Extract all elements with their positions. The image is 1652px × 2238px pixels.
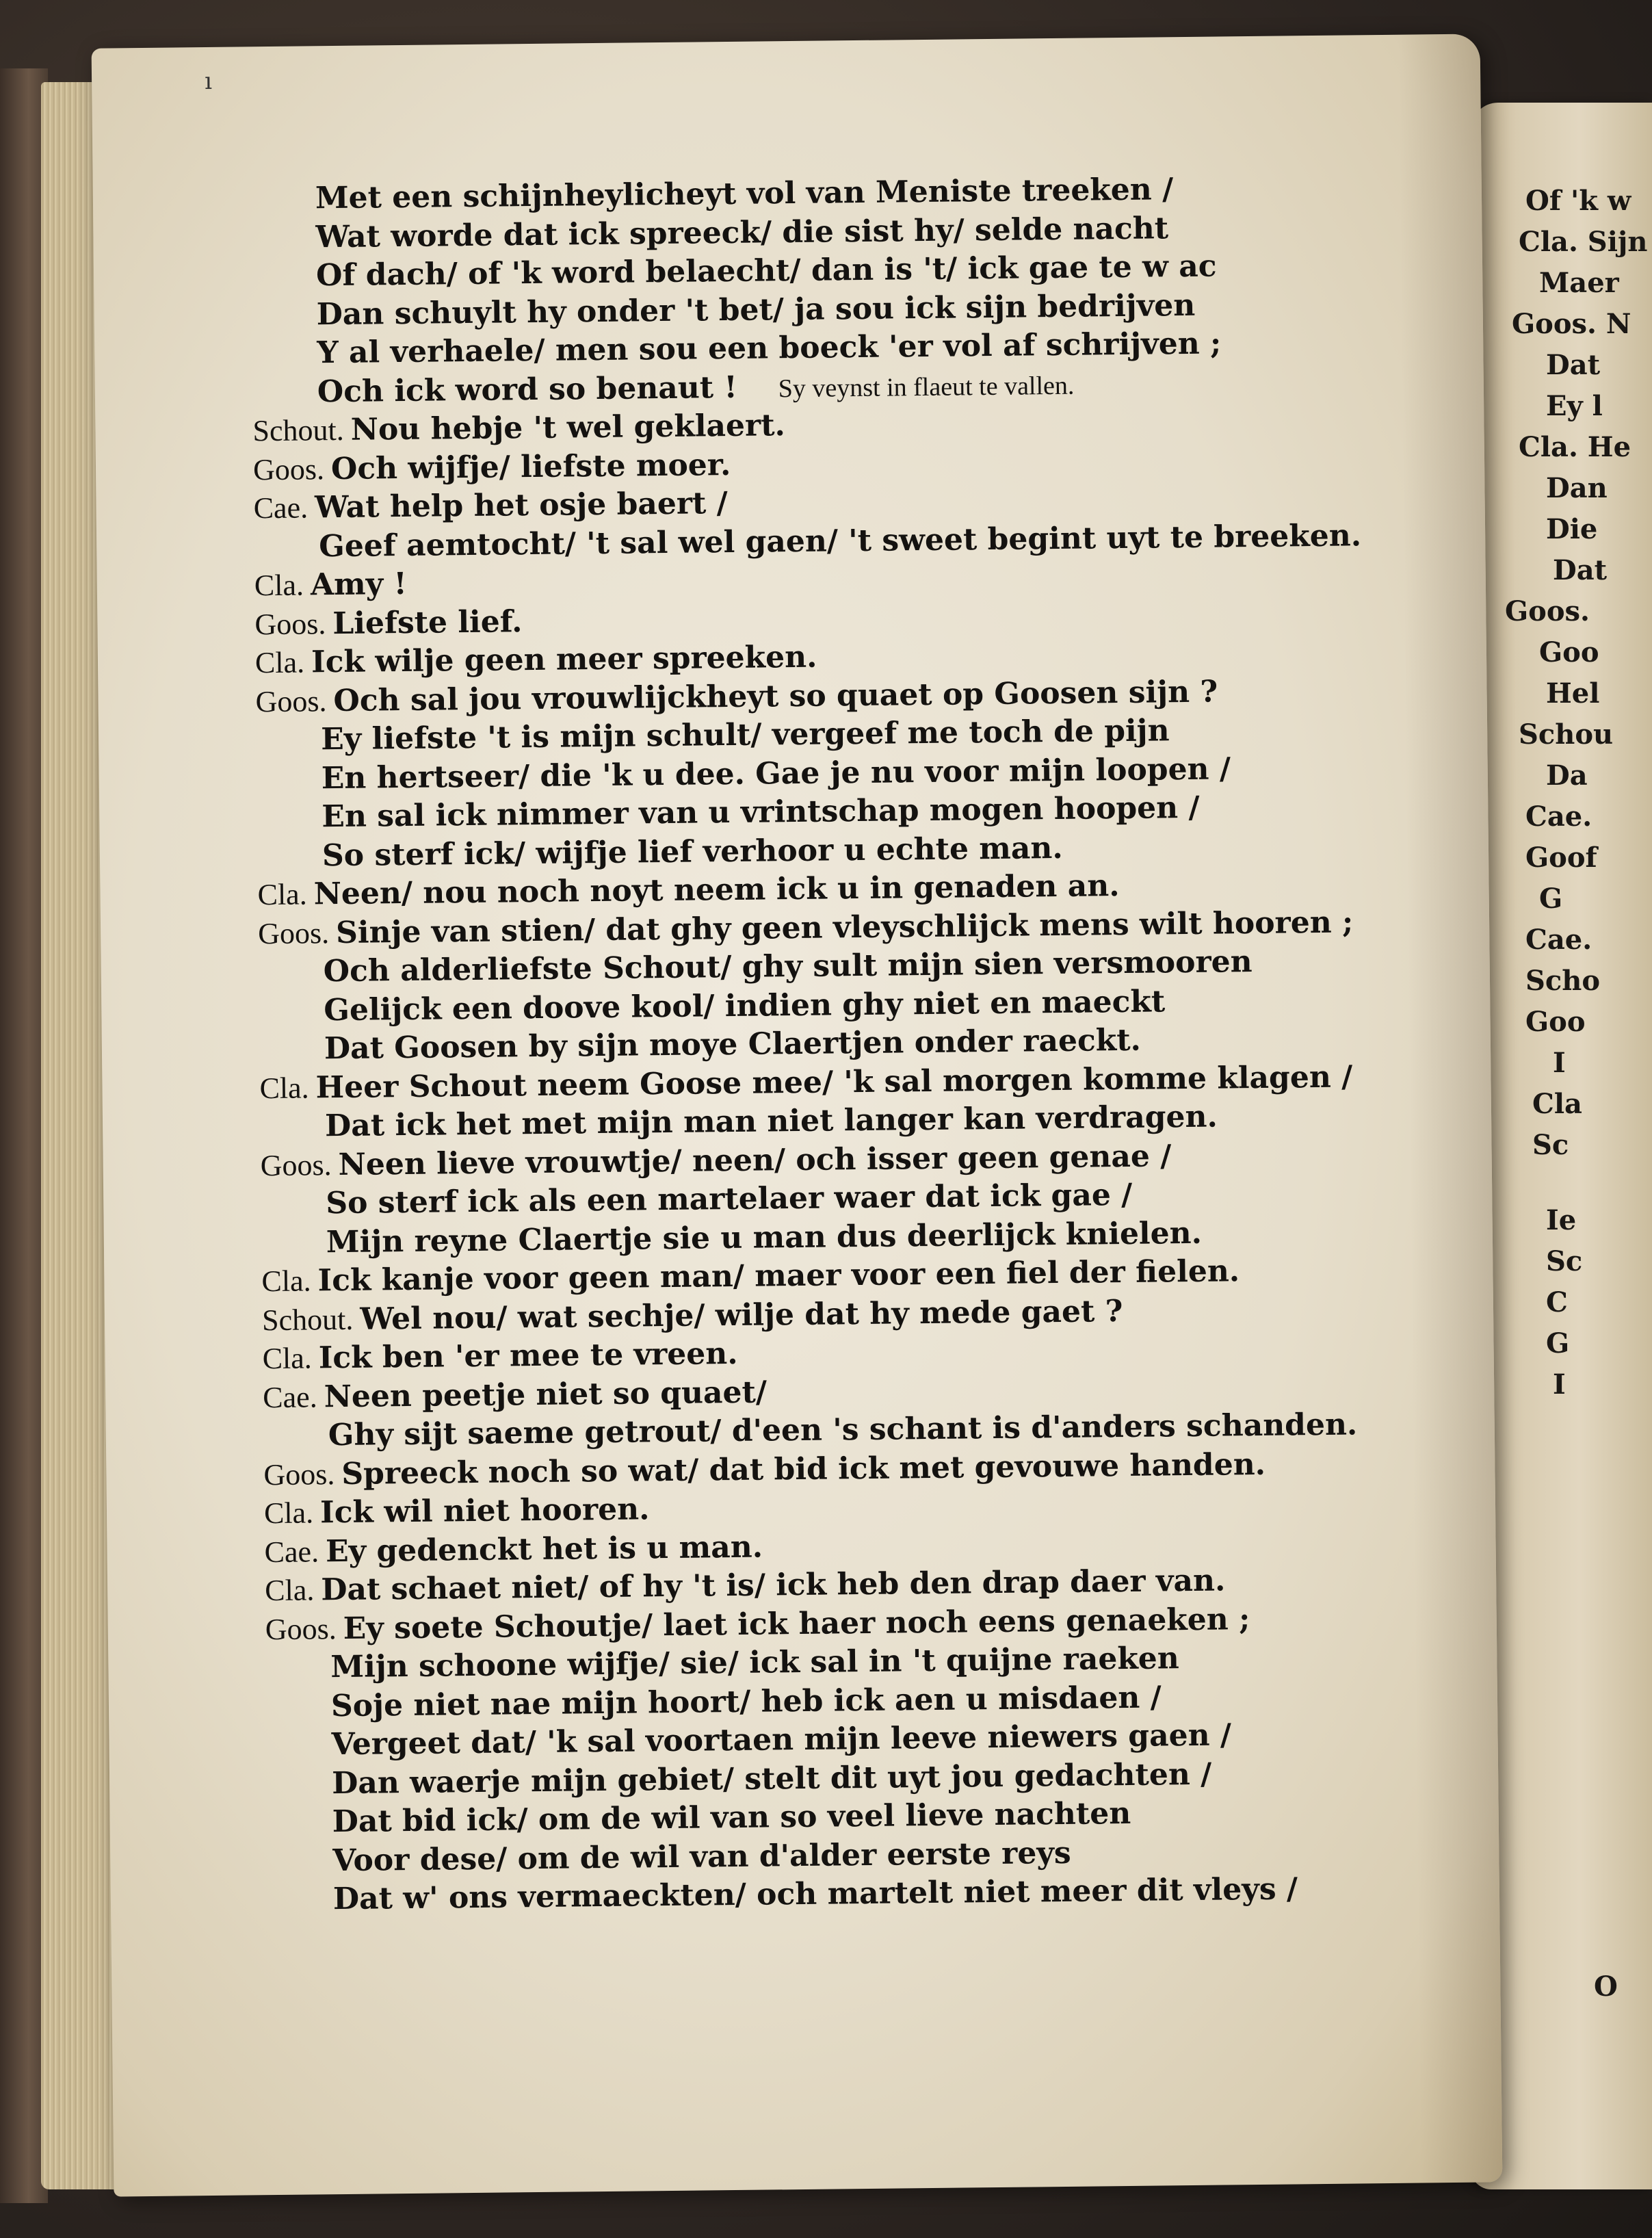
verse-text: Heer Schout neem Goose mee/ 'k sal morgen komme klagen / — [315, 1058, 1353, 1105]
stage-direction: Sy veynst in flaeut te vallen. — [778, 371, 1075, 403]
verse-text: So sterf ick als een martelaer waer dat ick gae / — [326, 1177, 1133, 1221]
verse-text: Nou hebje 't wel geklaert. — [350, 408, 786, 447]
speaker-name: Cla. — [261, 1264, 311, 1299]
speaker-name: Goos. — [254, 606, 326, 641]
facing-page-fragment: Goo — [1539, 636, 1599, 668]
verse-text: Dat ick het met mijn man niet langer kan verdragen. — [324, 1099, 1218, 1144]
speaker-name: Goos. — [255, 684, 327, 718]
speaker-name: Cae. — [263, 1379, 317, 1414]
book-page — [92, 34, 1503, 2196]
facing-page-fragment: I — [1553, 1047, 1566, 1079]
verse-text: Ey liefste 't is mijn schult/ vergeef me toch de pijn — [320, 713, 1170, 757]
speaker-name: Cla. — [264, 1573, 315, 1608]
verse-text: Dat Goosen by sijn moye Claertjen onder raeckt. — [324, 1022, 1142, 1067]
speaker-name: Cla. — [259, 1070, 309, 1105]
speaker-name: Goos. — [260, 1147, 332, 1182]
verse-text: Ick wil niet hooren. — [319, 1492, 650, 1531]
facing-page-fragment: Scho — [1525, 965, 1601, 997]
facing-page-fragment: G — [1539, 883, 1563, 915]
verse-text: Neen lieve vrouwtje/ neen/ och isser geen genae / — [338, 1138, 1172, 1182]
facing-page-fragment: Sc — [1532, 1129, 1569, 1161]
verse-text: Mijn schoone wijfje/ sie/ ick sal in 't quijne raeken — [330, 1641, 1180, 1685]
verse-text: Dat bid ick/ om de wil van so veel lieve nachten — [332, 1795, 1131, 1840]
facing-page-fragment: Maer — [1539, 267, 1619, 299]
verse-text: Vergeet dat/ 'k sal voortaen mijn leeve niewers gaen / — [331, 1717, 1232, 1762]
page-corner-mark: ı — [204, 67, 213, 95]
verse-text: Voor dese/ om de wil van d'alder eerste reys — [332, 1835, 1071, 1878]
verse-text: Ick kanje voor geen man/ maer voor een fiel der fielen. — [317, 1253, 1240, 1299]
verse-text: Dan waerje mijn gebiet/ stelt dit uyt jou gedachten / — [331, 1756, 1212, 1801]
speaker-name: Cae. — [264, 1534, 319, 1569]
verse-text: Wel nou/ wat sechje/ wilje dat hy mede gaet ? — [360, 1293, 1123, 1337]
verse-text: Ey gedenckt het is u man. — [325, 1529, 763, 1569]
verse-text: En hertseer/ die 'k u dee. Gae je nu voor mijn loopen / — [321, 751, 1231, 796]
verse-text: Ghy sijt saeme getrout/ d'een 's schant is d'anders schanden. — [328, 1407, 1358, 1453]
verse-text: Amy ! — [310, 566, 408, 603]
facing-page-fragment: Sc — [1546, 1245, 1583, 1277]
speaker-name: Cla. — [254, 645, 305, 680]
facing-page-fragment: Cla — [1532, 1088, 1582, 1120]
speaker-name: Cla. — [263, 1496, 314, 1531]
verse-text: Dat schaet niet/ of hy 't is/ ick heb den drap daer van. — [321, 1563, 1226, 1608]
verse-text: Soje niet nae mijn hoort/ heb ick aen u misdaen / — [330, 1679, 1162, 1723]
speaker-name: Goos. — [257, 915, 330, 950]
facing-page-fragment: Schou — [1519, 718, 1614, 751]
facing-page-fragment: Cae. — [1525, 801, 1592, 833]
speaker-name: Schout. — [252, 413, 344, 448]
speaker-name: Schout. — [261, 1302, 354, 1337]
facing-page-fragment: I — [1553, 1368, 1566, 1401]
verse-text: Ick wilje geen meer spreeken. — [311, 639, 817, 680]
verse-text: En sal ick nimmer van u vrintschap mogen hoopen / — [322, 790, 1200, 835]
speaker-name: Goos. — [263, 1457, 335, 1492]
facing-page-fragment: Dan — [1546, 472, 1608, 504]
facing-page-fragment: Ie — [1546, 1204, 1577, 1236]
facing-page-fragment: Of 'k w — [1525, 185, 1631, 217]
speaker-name: Cae. — [253, 491, 309, 525]
facing-page-fragment: Cae. — [1525, 924, 1592, 956]
speaker-name: Cla. — [262, 1341, 313, 1376]
facing-page-fragment: Cla. Sijn — [1519, 226, 1648, 258]
verse-text: Ick ben 'er mee te vreen. — [318, 1336, 738, 1376]
verse-text: Ey soete Schoutje/ laet ick haer noch eens genaeken ; — [343, 1601, 1250, 1646]
verse-text: Neen peetje niet so quaet/ — [324, 1374, 768, 1414]
verse-text: Och alderliefste Schout/ ghy sult mijn sien versmooren — [323, 944, 1253, 989]
facing-page-fragment: Da — [1546, 759, 1588, 792]
facing-page-fragment: C — [1546, 1286, 1568, 1318]
verse-text: Geef aemtocht/ 't sal wel gaen/ 't sweet begint uyt te breeken. — [318, 517, 1362, 564]
play-text — [250, 168, 1486, 1920]
verse-text: Och wijfje/ liefste moer. — [330, 447, 731, 486]
verse-text: Och ick word so benaut ! — [317, 369, 737, 409]
facing-page-fragment: O — [1594, 1970, 1618, 2003]
verse-text: Neen/ nou noch noyt neem ick u in genaden an. — [313, 868, 1120, 912]
verse-text: Wat worde dat ick spreeck/ die sist hy/ selde nacht — [315, 210, 1169, 255]
verse-text: Gelijck een doove kool/ indien ghy niet en maeckt — [324, 983, 1166, 1028]
verse-text: Mijn reyne Claertje sie u man dus deerlijck knielen. — [326, 1215, 1203, 1260]
speaker-name: Goos. — [265, 1611, 337, 1646]
verse-text: Liefste lief. — [332, 603, 523, 641]
verse-text: Spreeck noch so wat/ dat bid ick met gevouwe handen. — [341, 1446, 1266, 1492]
verse-text: Y al verhaele/ men sou een boeck 'er vol af schrijven ; — [317, 326, 1222, 371]
facing-page-fragment: Goos. — [1505, 595, 1590, 627]
verse-text: Och sal jou vrouwlijckheyt so quaet op Goosen sijn ? — [333, 674, 1218, 718]
facing-page-fragment: Die — [1546, 513, 1598, 545]
verse-text: So sterf ick/ wijfje lief verhoor u echte man. — [322, 830, 1063, 873]
verse-text: Met een schijnheylicheyt vol van Meniste treeken / — [315, 172, 1174, 216]
facing-page-fragment: Goos. N — [1512, 308, 1631, 340]
facing-page-fragment: Goof — [1525, 842, 1597, 874]
facing-page-fragment: Ey l — [1546, 390, 1603, 422]
facing-page-fragment: Cla. He — [1519, 431, 1631, 463]
facing-page-fragment: Dat — [1546, 349, 1601, 381]
speaker-name: Cla. — [257, 877, 307, 912]
verse-text: Dat w' ons vermaeckten/ och martelt niet meer dit vleys / — [332, 1871, 1298, 1917]
verse-text: Dan schuylt hy onder 't bet/ ja sou ick sijn bedrijven — [316, 287, 1196, 332]
verse-text: Sinje van stien/ dat ghy geen vleyschlijck mens wilt hooren ; — [335, 904, 1354, 950]
speaker-name: Goos. — [252, 452, 325, 486]
speaker-name: Cla. — [254, 568, 304, 603]
verse-text: Of dach/ of 'k word belaecht/ dan is 't/ ick gae te w ac — [315, 248, 1217, 294]
facing-page-fragment: Dat — [1553, 554, 1608, 586]
facing-page-fragment: G — [1546, 1327, 1570, 1359]
verse-text: Wat help het osje baert / — [314, 486, 728, 525]
facing-page-fragment: Goo — [1525, 1006, 1586, 1038]
facing-page-fragment: Hel — [1546, 677, 1600, 710]
